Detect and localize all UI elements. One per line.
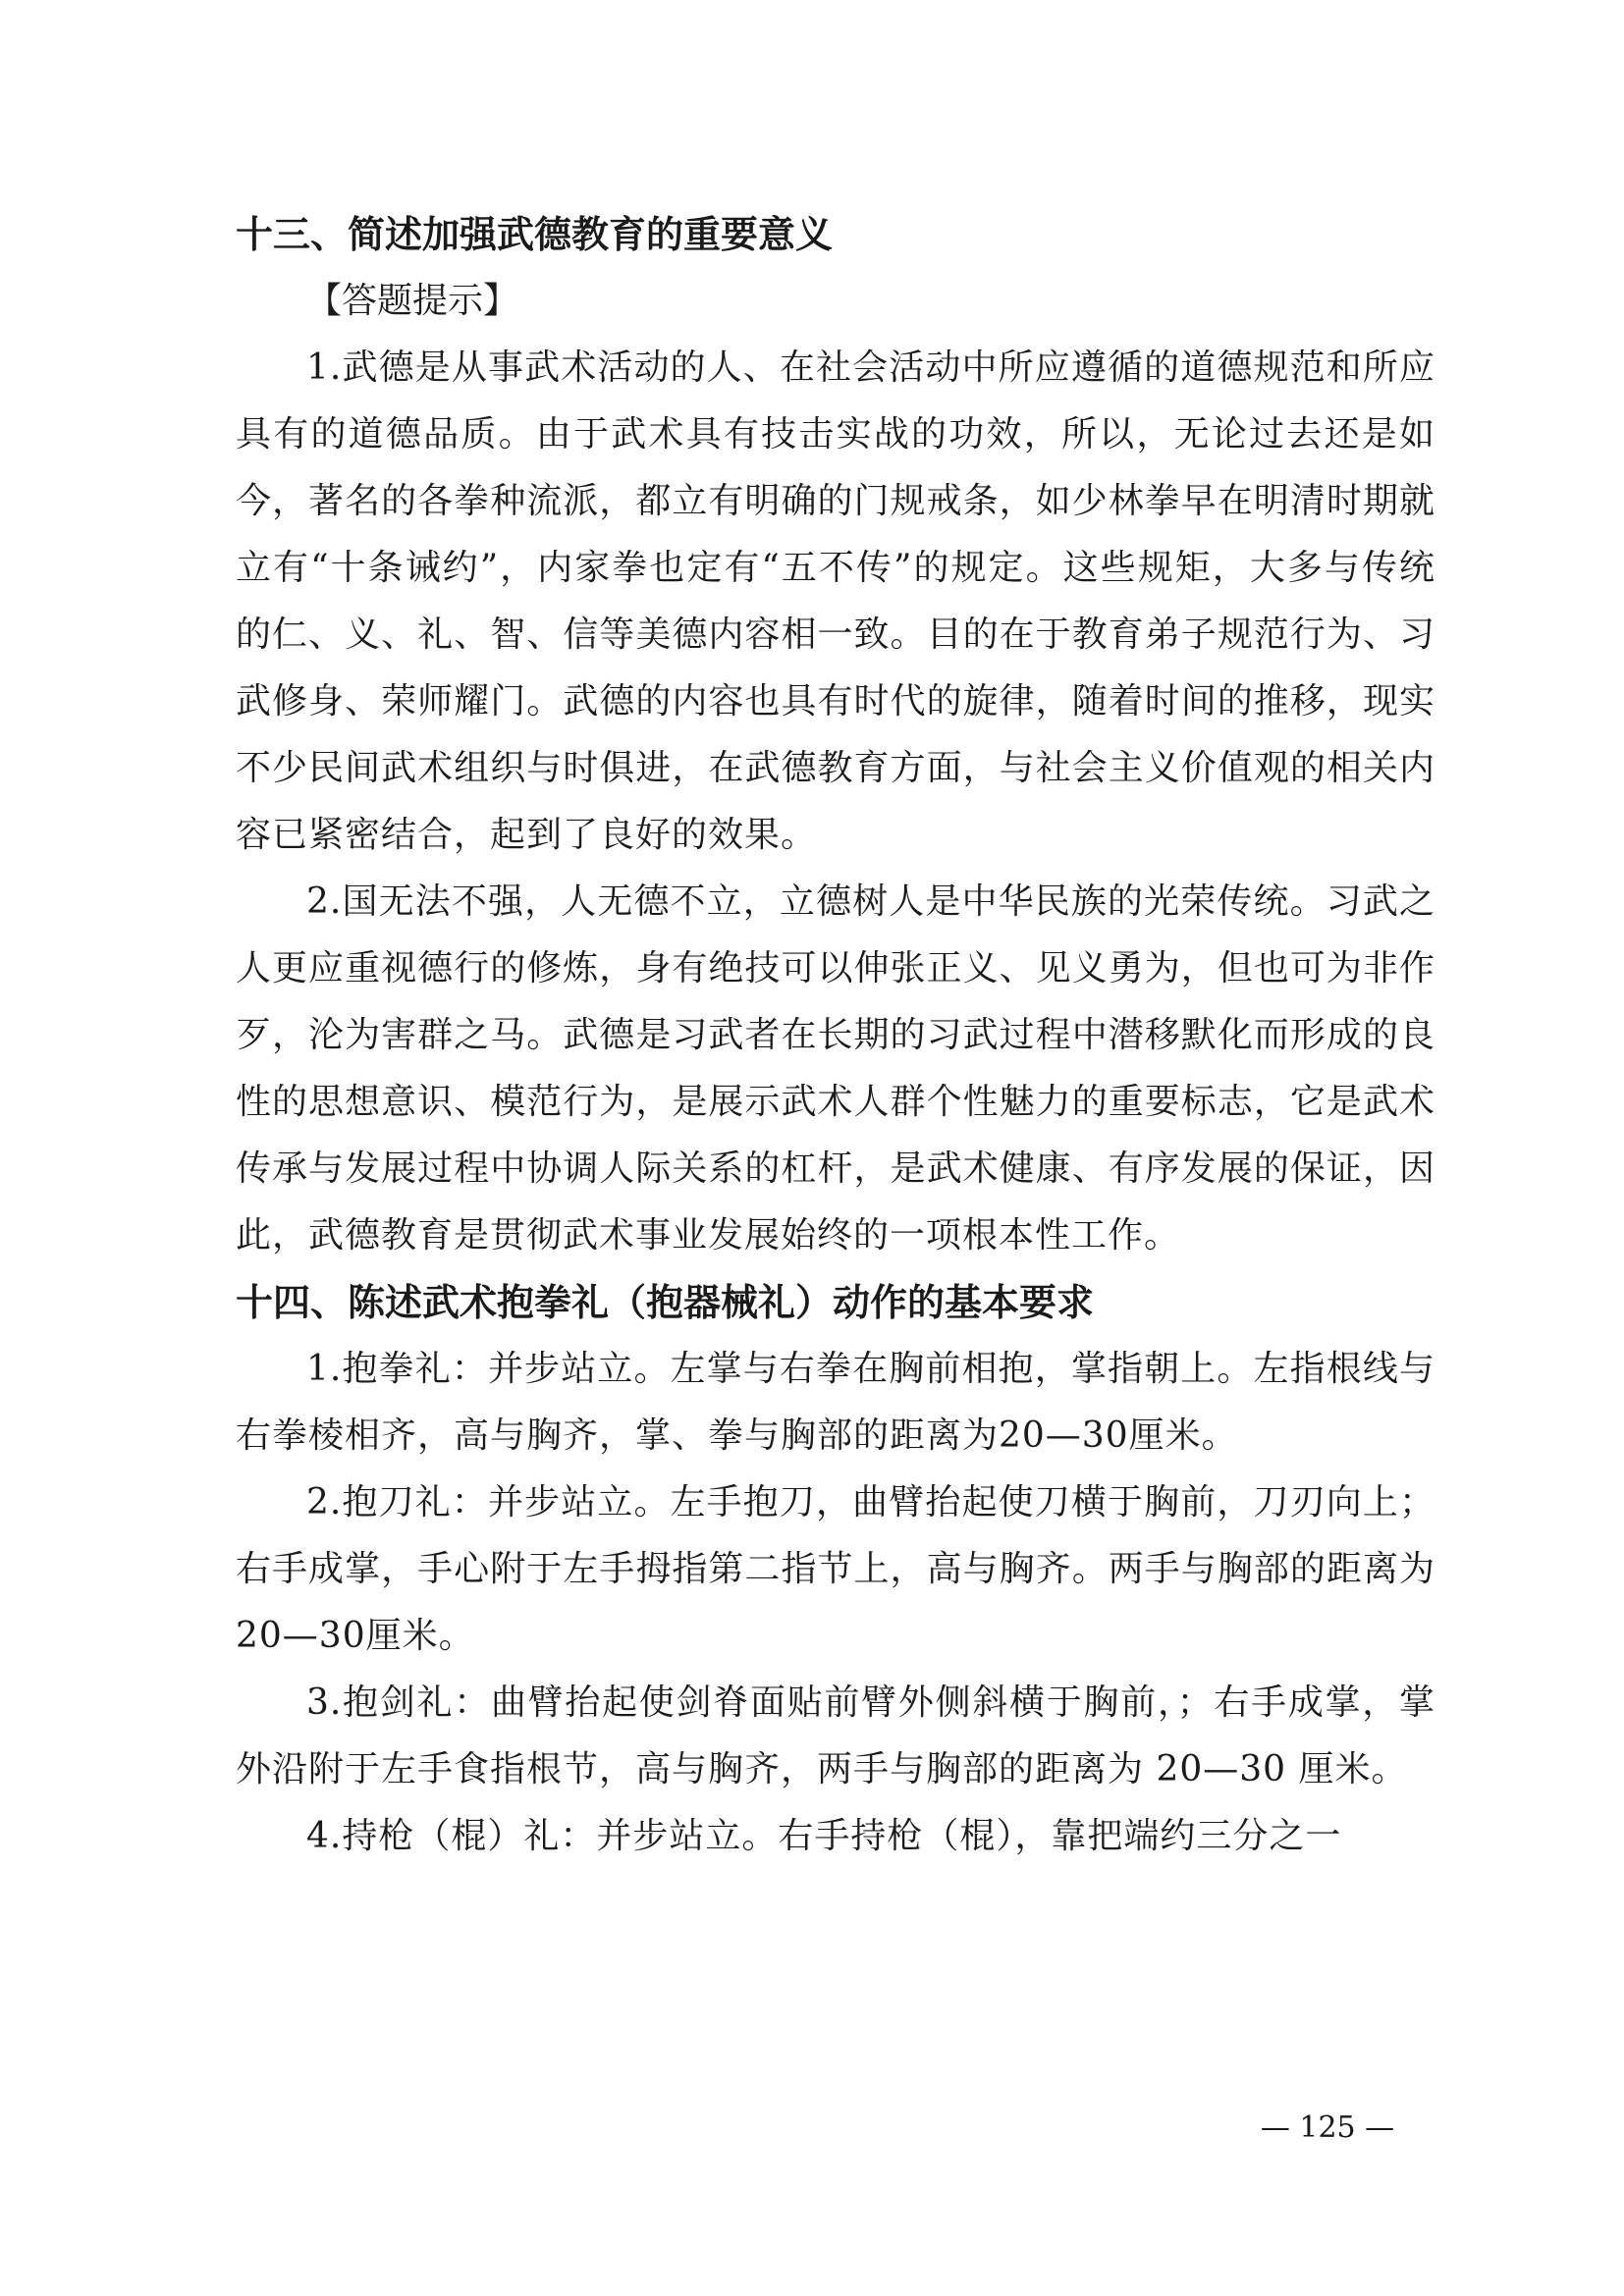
section-14-title: 十四、陈述武术抱拳礼（抱器械礼）动作的基本要求	[236, 1281, 1095, 1324]
section-14-paragraph-3: 3.抱剑礼：曲臂抬起使剑脊面贴前臂外侧斜横于胸前，；右手成掌，掌外沿附于左手食指根节，高与胸齐，两手与胸部的距离为 20—30 厘米。	[236, 1682, 1435, 1789]
section-14-paragraph-1: 1.抱拳礼：并步站立。左掌与右拳在胸前相抱，掌指朝上。左指根线与右拳棱相齐，高与胸齐，掌、拳与胸部的距离为20—30厘米。	[236, 1349, 1435, 1456]
section-14-paragraph-2: 2.抱刀礼：并步站立。左手抱刀，曲臂抬起使刀横于胸前，刀刃向上；右手成掌，手心附于左手拇指第二指节上，高与胸齐。两手与胸部的距离为20—30厘米。	[236, 1482, 1435, 1656]
section-13-title: 十三、简述加强武德教育的重要意义	[236, 213, 834, 256]
page-number: — 125 —	[1260, 2110, 1395, 2145]
answer-hint-label: 【答题提示】	[306, 281, 519, 321]
section-13-paragraph-2: 2.国无法不强，人无德不立，立德树人是中华民族的光荣传统。习武之人更应重视德行的修炼，身有绝技可以伸张正义、见义勇为，但也可为非作歹，沦为害群之马。武德是习武者在长期的习武过程中潜移默化而形成的良性的思想意识、模范行为，是展示武术人群个性魅力的重要标志，它是武术传承与发展过程中协调人际关系的杠杆，是武术健康、有序发展的保证，因此，武德教育是贯彻武术事业发展始终的一项根本性工作。	[236, 881, 1435, 1255]
page-content	[236, 201, 1435, 1870]
section-14-paragraph-4: 4.持枪（棍）礼：并步站立。右手持枪（棍），靠把端约三分之一	[306, 1816, 1342, 1856]
section-13-paragraph-1: 1.武德是从事武术活动的人、在社会活动中所应遵循的道德规范和所应具有的道德品质。由于武术具有技击实战的功效，所以，无论过去还是如今，著名的各拳种流派，都立有明确的门规戒条，如少林拳早在明清时期就立有“十条诫约”，内家拳也定有“五不传”的规定。这些规矩，大多与传统的仁、义、礼、智、信等美德内容相一致。目的在于教育弟子规范行为、习武修身、荣师耀门。武德的内容也具有时代的旋律，随着时间的推移，现实不少民间武术组织与时俱进，在武德教育方面，与社会主义价值观的相关内容已紧密结合，起到了良好的效果。	[236, 347, 1435, 855]
